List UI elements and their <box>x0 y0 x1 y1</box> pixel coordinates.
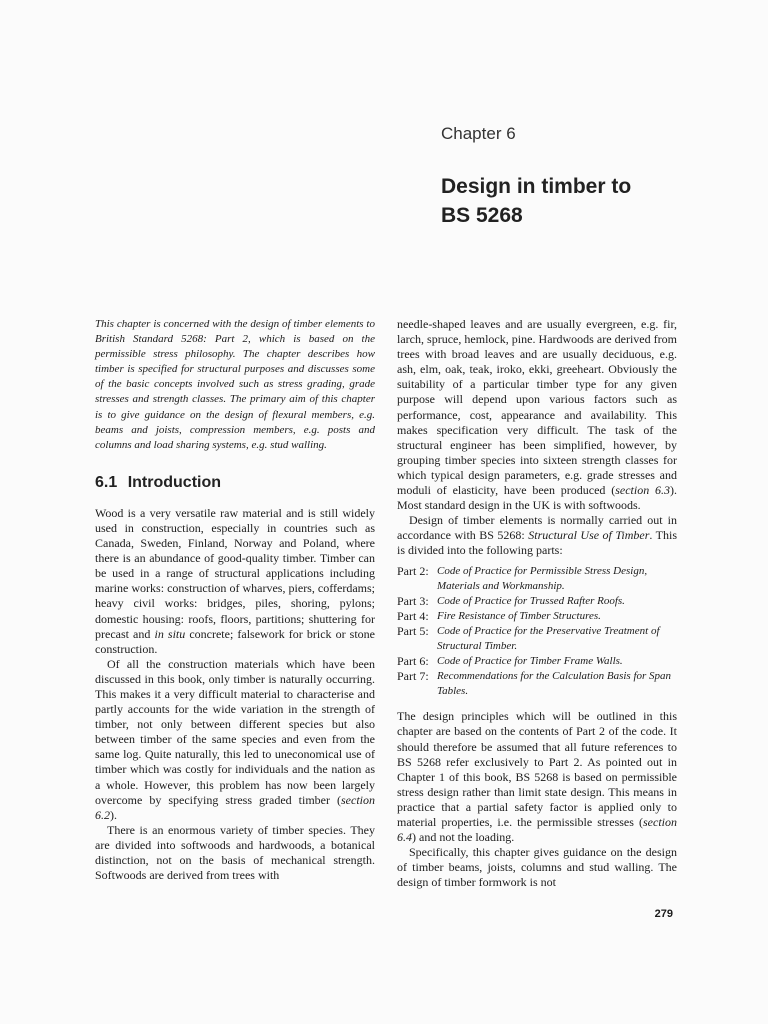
part-title: Code of Practice for Trussed Rafter Roofs. <box>437 594 625 607</box>
paragraph-5 <box>397 709 677 845</box>
part-title: Fire Resistance of Timber Structures. <box>437 609 601 622</box>
part-id: Part 5: <box>397 623 429 638</box>
paragraph-3-text-b: ). Most standard design in the UK is with softwoods. <box>397 483 677 513</box>
paragraph-3-text-a-continued: needle-shaped leaves and are usually evergreen, e.g. fir, larch, spruce, hemlock, pine. Hardwoods are derived from trees with broad leaves and are usually deciduous, e.g. ash, elm, oak, teak, iroko, ekki, greeheart. Obviously the suitability of a particular timber type for any given purpose will depend upon various factors such as performance, cost, appearance and availability. This makes specification very difficult. The task of the structural engineer has been simplified, however, by grouping timber species into sixteen strength classes for which typical design parameters, e.g. grade stresses and moduli of elasticity, have been produced ( <box>397 317 677 498</box>
section-title: Introduction <box>127 473 222 491</box>
chapter-title-line1: Design in timber to <box>441 175 632 198</box>
section-6-2-reference: section 6.2 <box>95 792 375 822</box>
paragraph-2-text-b: ). <box>110 807 117 822</box>
section-heading <box>95 475 375 493</box>
part-id: Part 7: <box>397 669 429 684</box>
parts-list-item <box>397 624 677 654</box>
in-situ-term: in situ <box>154 626 186 641</box>
paragraph-1-text-a: Wood is a very versatile raw material and is still widely used in construction, especially in countries such as Canada, Sweden, Finland, Norway and Poland, where there is an abundance of good-quality timber. Timber can be used in a range of structural applications including marine works: construction of wharves, piers, cofferdams; heavy civil works: bridges, piles, shoring, pylons; domestic housing: roofs, floors, partitions; shuttering for precast and <box>95 505 375 641</box>
parts-list-item <box>397 594 677 609</box>
part-title: Code of Practice for the Preservative Treatment of Structural Timber. <box>437 624 660 652</box>
chapter-abstract: This chapter is concerned with the design of timber elements to British Standard 5268: Part 2, which is based on the permissible stress philosophy. The chapter describes how timber is specified for structural purposes and discusses some of the basic concepts involved such as stress grading, grade stresses and strength classes. The primary aim of this chapter is to give guidance on the design of flexural members, e.g. beams and joists, compression members, e.g. posts and columns and load sharing systems, e.g. stud walling. <box>95 318 375 451</box>
part-title: Recommendations for the Calculation Basis for Span Tables. <box>437 670 672 698</box>
paragraph-4-text-a: Design of timber elements is normally carried out in accordance with BS 5268: <box>397 513 677 543</box>
paragraph-3-text-a: There is an enormous variety of timber species. They are divided into softwoods and hardwoods, a botanical distinction, not on the basis of mechanical strength. Softwoods are derived from trees with <box>95 822 375 883</box>
parts-list-item <box>397 669 677 699</box>
standard-title: Structural Use of Timber <box>528 528 650 543</box>
chapter-label: Chapter 6 <box>441 124 516 143</box>
part-title: Code of Practice for Permissible Stress Design, Materials and Workmanship. <box>437 564 648 592</box>
paragraph-6: Specifically, this chapter gives guidance on the design of timber beams, joists, columns and stud walling. The design of timber formwork is not <box>397 845 677 890</box>
part-id: Part 4: <box>397 608 429 623</box>
right-column <box>397 317 677 890</box>
chapter-title <box>441 172 631 230</box>
parts-list-item <box>397 609 677 624</box>
section-6-3-reference: section 6.3 <box>615 483 670 498</box>
left-column <box>95 317 375 883</box>
paragraph-3-continued <box>397 317 677 513</box>
paragraph-5-text-a: The design principles which will be outlined in this chapter are based on the contents of Part 2 of the code. It should therefore be assumed that all future references to BS 5268 refer exclusively to Part 2. As pointed out in Chapter 1 of this book, BS 5268 is based on permissible stress design rather than limit state design. This means in practice that a partial safety factor is applied only to material properties, i.e. the permissible stresses ( <box>397 709 677 829</box>
section-6-4-reference: section 6.4 <box>397 815 677 845</box>
section-number: 6.1 <box>95 473 118 491</box>
chapter-title-line2: BS 5268 <box>441 204 523 227</box>
part-id: Part 2: <box>397 563 429 578</box>
paragraph-3 <box>95 823 375 883</box>
paragraph-2 <box>95 657 375 823</box>
bs5268-parts-list <box>397 564 677 700</box>
part-id: Part 3: <box>397 593 429 608</box>
part-title: Code of Practice for Timber Frame Walls. <box>437 655 623 668</box>
paragraph-2-text-a: Of all the construction materials which have been discussed in this book, only timber is naturally occurring. This makes it a very difficult material to characterise and partly accounts for the wide variation in the strength of timber, not only between different species but also between timber of the same species and even from the same log. Quite naturally, this led to uneconomical use of timber which was costly for individuals and the nation as a whole. However, this problem has now been largely overcome by specifying stress graded timber ( <box>95 656 375 807</box>
part-id: Part 6: <box>397 654 429 669</box>
page-number: 279 <box>654 908 673 920</box>
parts-list-item <box>397 564 677 594</box>
paragraph-4-text-b: . This is divided into the following parts: <box>397 528 677 558</box>
paragraph-1 <box>95 506 375 657</box>
paragraph-4 <box>397 513 677 558</box>
paragraph-1-text-b: concrete; falsework for brick or stone construction. <box>95 626 376 656</box>
paragraph-5-text-b: ) and not the loading. <box>412 830 515 845</box>
parts-list-item <box>397 654 677 669</box>
